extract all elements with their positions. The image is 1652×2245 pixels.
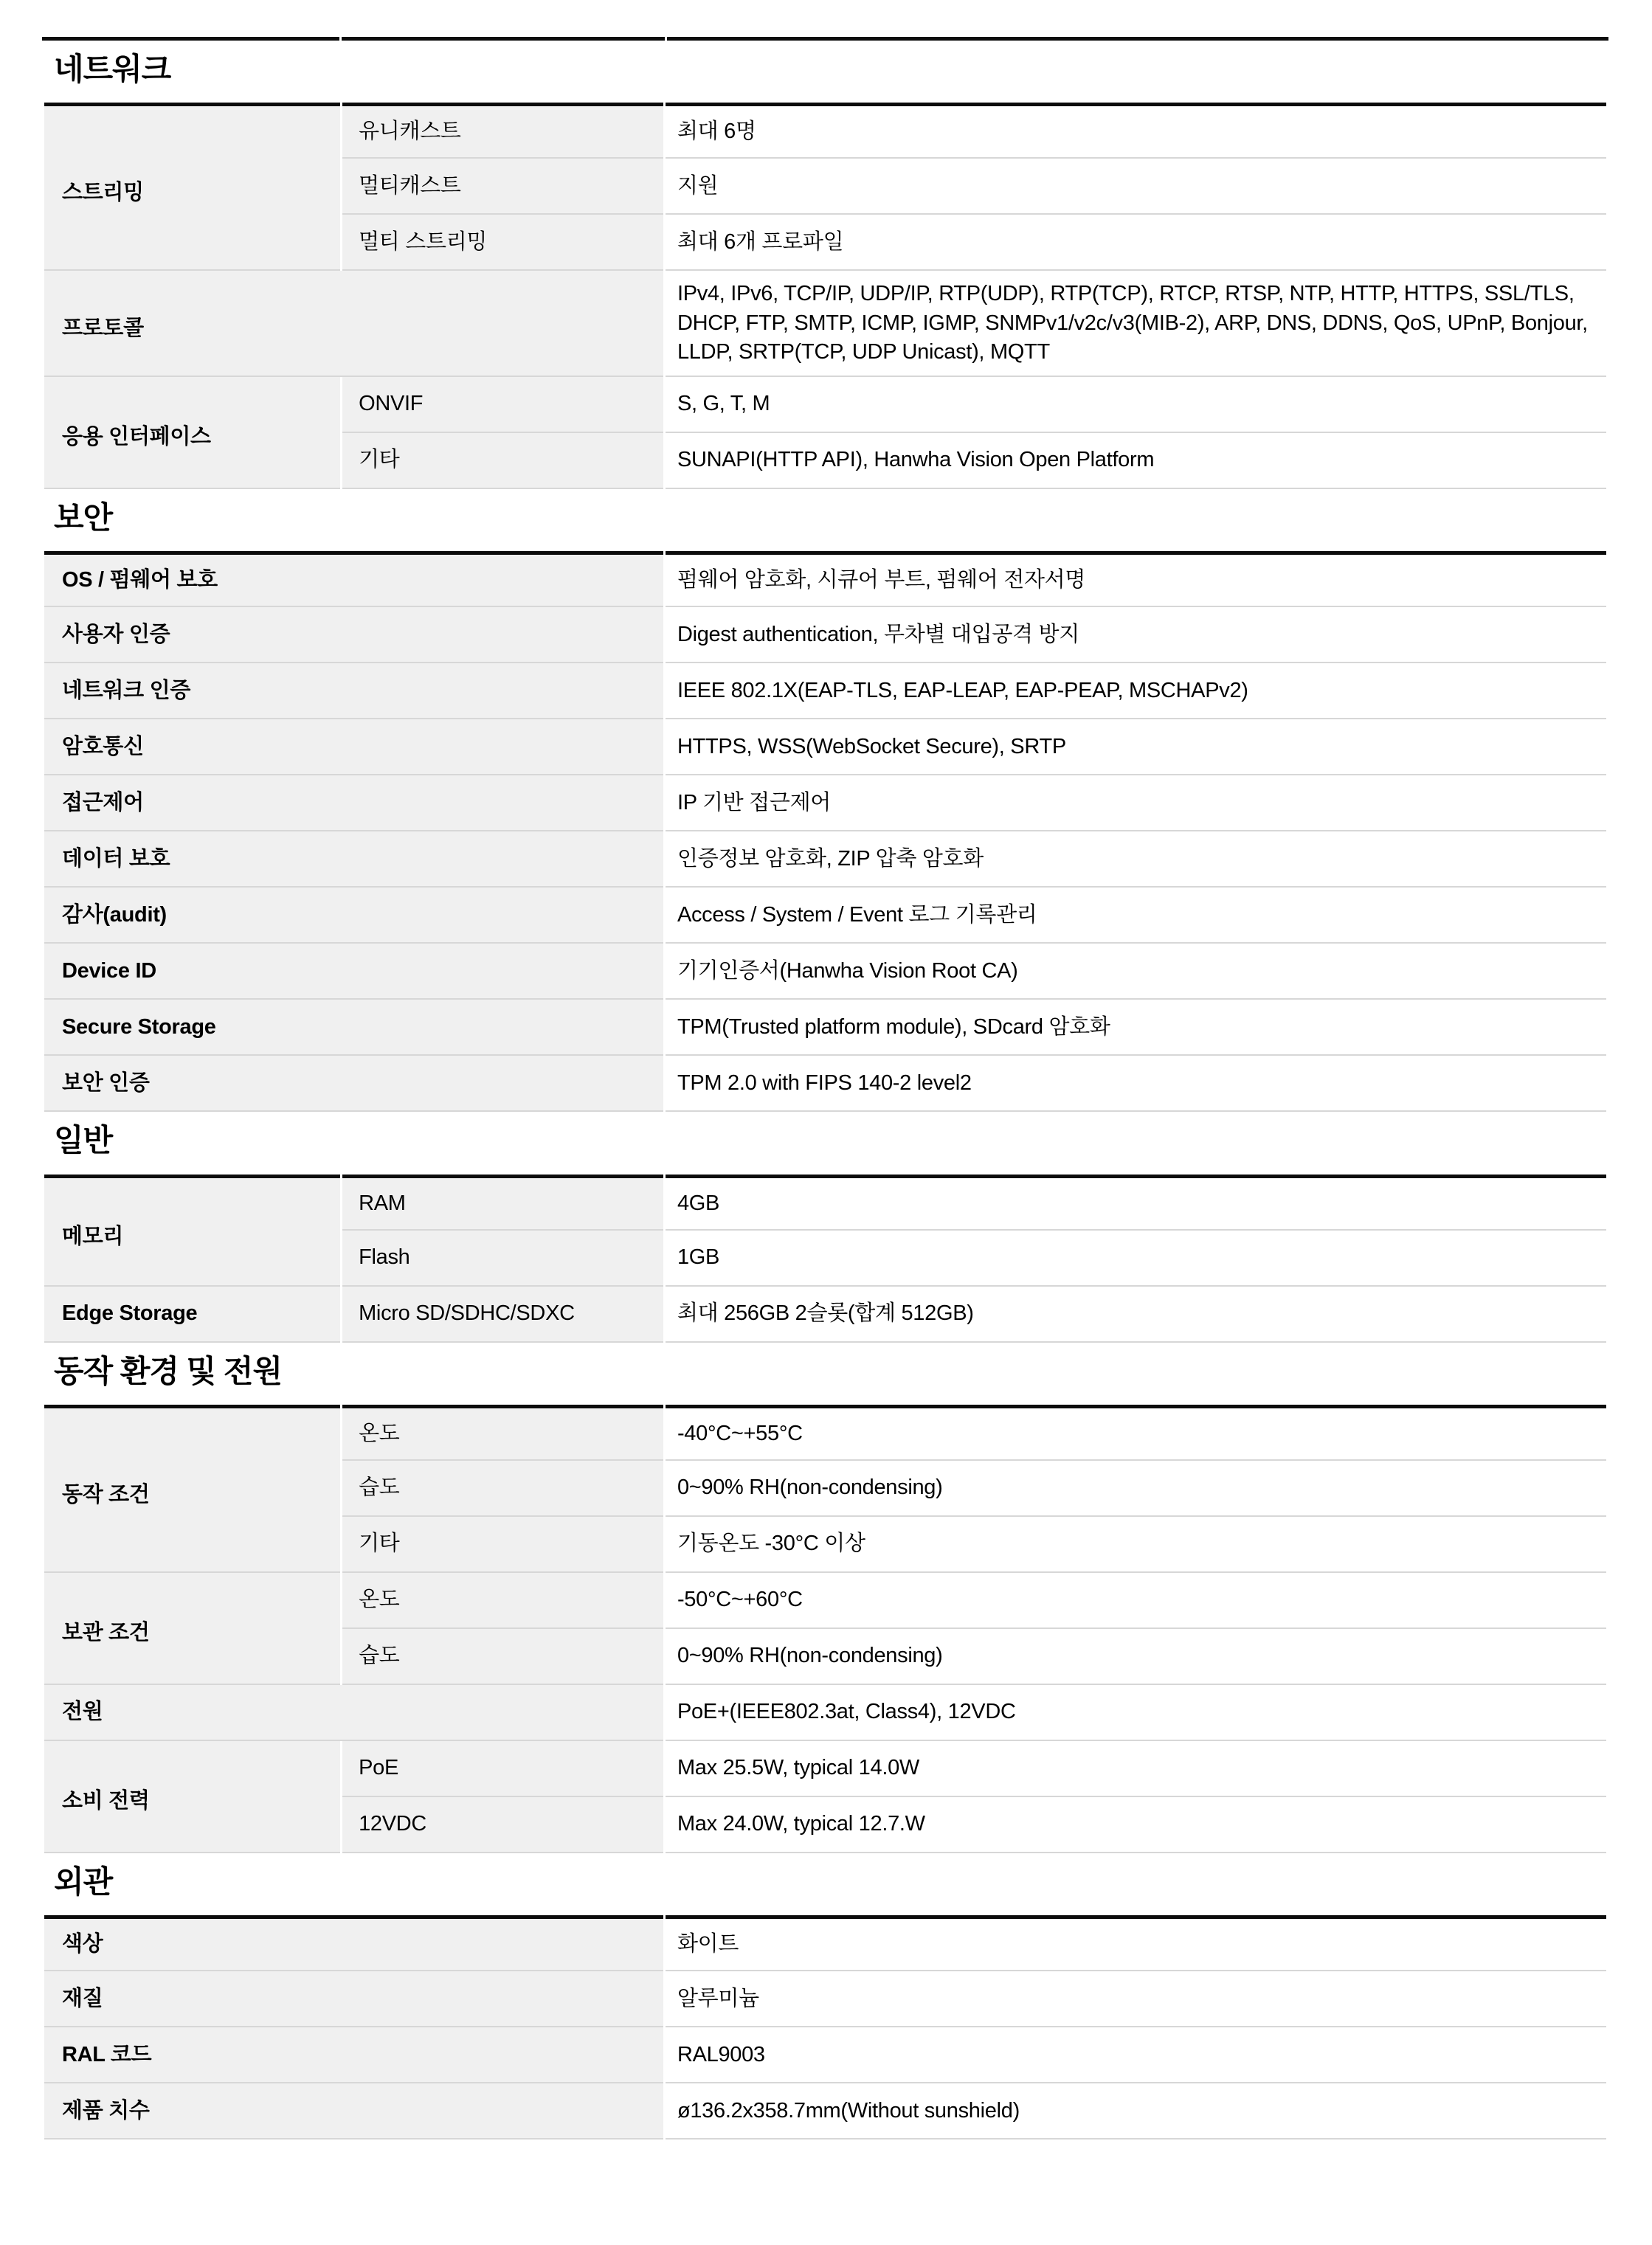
spec-value-cell: -50°C~+60°C [666,1573,1606,1629]
spec-value-cell: 지원 [666,159,1606,215]
spec-label-cell: 사용자 인증 [44,607,663,663]
spec-value-cell: Max 24.0W, typical 12.7.W [666,1797,1606,1853]
spec-label-cell: 접근제어 [44,775,663,831]
table-row [44,1287,1606,1343]
spec-value-cell: RAL9003 [666,2027,1606,2083]
table-row [44,2083,1606,2140]
section-title-general: 일반 [54,1123,113,1158]
table-row [44,551,1606,607]
previous-table-bottom-border [42,37,1608,41]
spec-value-cell: Max 25.5W, typical 14.0W [666,1741,1606,1797]
table-row [44,1573,1606,1629]
table-row [44,831,1606,888]
spec-label-cell: 응용 인터페이스 [44,377,340,489]
border-segment [342,37,664,41]
spec-label-cell: RAM [342,1175,663,1231]
spec-value-cell: 알루미늄 [666,1971,1606,2027]
spec-sections [42,51,1608,2140]
spec-label-cell: 습도 [342,1629,663,1685]
spec-label-cell: 전원 [44,1685,663,1741]
spec-value-cell: 기동온도 -30°C 이상 [666,1517,1606,1573]
spec-value-cell: S, G, T, M [666,377,1606,433]
spec-label-cell: 색상 [44,1915,663,1971]
spec-label-cell: 보안 인증 [44,1056,663,1112]
spec-value-cell: ø136.2x358.7mm(Without sunshield) [666,2083,1606,2140]
spec-label-cell: 프로토콜 [44,271,663,376]
spec-label-cell: 기타 [342,1517,663,1573]
section-title-security: 보안 [54,499,113,535]
spec-table-security [42,551,1608,1112]
border-segment [42,37,339,41]
spec-label-cell: 스트리밍 [44,103,340,271]
spec-value-cell: 0~90% RH(non-condensing) [666,1629,1606,1685]
spec-label-cell: Micro SD/SDHC/SDXC [342,1287,663,1343]
spec-value-cell: Access / System / Event 로그 기록관리 [666,888,1606,944]
spec-value-cell: 0~90% RH(non-condensing) [666,1461,1606,1517]
spec-label-cell: 온도 [342,1405,663,1461]
spec-value-cell: 화이트 [666,1915,1606,1971]
spec-value-cell: SUNAPI(HTTP API), Hanwha Vision Open Platform [666,433,1606,489]
table-row [44,1405,1606,1461]
spec-label-cell: 네트워크 인증 [44,663,663,719]
table-row [44,888,1606,944]
spec-value-cell: 인증정보 암호화, ZIP 압축 암호화 [666,831,1606,888]
spec-label-cell: Flash [342,1231,663,1287]
spec-label-cell: ONVIF [342,377,663,433]
spec-value-cell: IEEE 802.1X(EAP-TLS, EAP-LEAP, EAP-PEAP, MSCHAPv2) [666,663,1606,719]
spec-label-cell: 습도 [342,1461,663,1517]
spec-table-network [42,103,1608,488]
spec-value-cell: 최대 6개 프로파일 [666,215,1606,271]
spec-value-cell: 최대 6명 [666,103,1606,159]
section-title-network: 네트워크 [54,52,171,86]
spec-value-cell: 펌웨어 암호화, 시큐어 부트, 펌웨어 전자서명 [666,551,1606,607]
spec-value-cell: 기기인증서(Hanwha Vision Root CA) [666,944,1606,1000]
spec-value-cell: IP 기반 접근제어 [666,775,1606,831]
spec-label-cell: 동작 조건 [44,1405,340,1573]
section-title-appearance: 외관 [54,1864,113,1899]
spec-label-cell: Secure Storage [44,1000,663,1056]
spec-label-cell: Edge Storage [44,1287,340,1343]
table-row [44,663,1606,719]
spec-value-cell: IPv4, IPv6, TCP/IP, UDP/IP, RTP(UDP), RTP(TCP), RTCP, RTSP, NTP, HTTP, HTTPS, SSL/TLS, DHCP, FTP, SMTP, ICMP, IGMP, SNMPv1/v2c/v3(MIB-2), ARP, DNS, DDNS, QoS, UPnP, Bonjour, LLDP, SRTP(TCP, UDP Unicast), MQTT [666,271,1606,376]
table-row [44,1685,1606,1741]
table-row [44,377,1606,433]
section-title-environment-power: 동작 환경 및 전원 [54,1353,283,1388]
table-row [44,944,1606,1000]
spec-table-general [42,1175,1608,1343]
spec-value-cell: TPM 2.0 with FIPS 140-2 level2 [666,1056,1606,1112]
spec-label-cell: OS / 펌웨어 보호 [44,551,663,607]
table-row [44,1175,1606,1231]
table-row [44,607,1606,663]
spec-label-cell: PoE [342,1741,663,1797]
spec-table-environment-power [42,1405,1608,1853]
spec-label-cell: RAL 코드 [44,2027,663,2083]
spec-value-cell: PoE+(IEEE802.3at, Class4), 12VDC [666,1685,1606,1741]
spec-label-cell: 멀티 스트리밍 [342,215,663,271]
table-row [44,1741,1606,1797]
spec-table-appearance [42,1915,1608,2140]
spec-label-cell: 12VDC [342,1797,663,1853]
spec-label-cell: 보관 조건 [44,1573,340,1685]
table-row [44,1056,1606,1112]
table-row [44,1000,1606,1056]
spec-value-cell: HTTPS, WSS(WebSocket Secure), SRTP [666,719,1606,775]
spec-value-cell: -40°C~+55°C [666,1405,1606,1461]
table-row [44,271,1606,376]
spec-label-cell: 데이터 보호 [44,831,663,888]
table-row [44,1915,1606,1971]
spec-value-cell: 1GB [666,1231,1606,1287]
spec-label-cell: 암호통신 [44,719,663,775]
table-row [44,2027,1606,2083]
table-row [44,103,1606,159]
spec-label-cell: 멀티캐스트 [342,159,663,215]
spec-value-cell: Digest authentication, 무차별 대입공격 방지 [666,607,1606,663]
spec-label-cell: 메모리 [44,1175,340,1287]
spec-value-cell: 4GB [666,1175,1606,1231]
table-row [44,775,1606,831]
spec-label-cell: 기타 [342,433,663,489]
spec-label-cell: 소비 전력 [44,1741,340,1853]
spec-value-cell: 최대 256GB 2슬롯(합계 512GB) [666,1287,1606,1343]
spec-value-cell: TPM(Trusted platform module), SDcard 암호화 [666,1000,1606,1056]
spec-label-cell: 온도 [342,1573,663,1629]
spec-label-cell: 유니캐스트 [342,103,663,159]
spec-label-cell: 제품 치수 [44,2083,663,2140]
table-row [44,1971,1606,2027]
spec-label-cell: 재질 [44,1971,663,2027]
spec-label-cell: Device ID [44,944,663,1000]
spec-label-cell: 감사(audit) [44,888,663,944]
border-segment [667,37,1608,41]
table-row [44,719,1606,775]
